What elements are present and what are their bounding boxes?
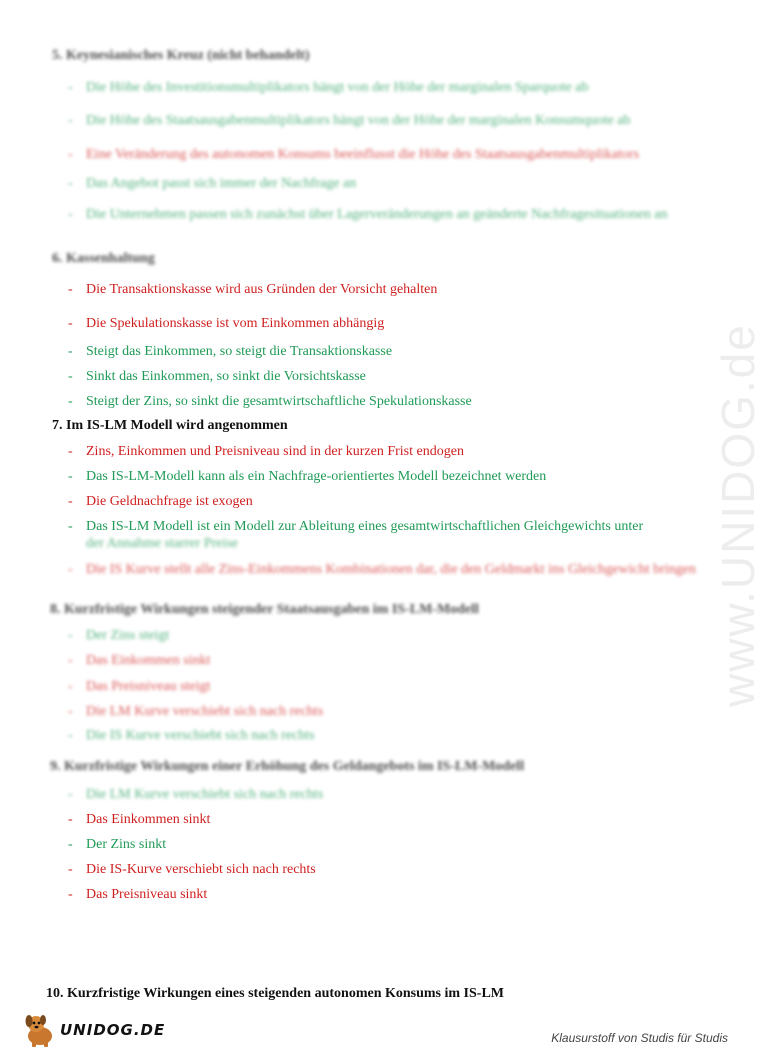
section-7-item: - Zins, Einkommen und Preisniveau sind in der kurzen Frist endogen	[68, 443, 726, 460]
section-7-item-continuation: der Annahme starrer Preise	[86, 536, 238, 551]
section-6-item: - Die Transaktionskasse wird aus Gründen der Vorsicht gehalten	[68, 281, 726, 298]
section-7-item: - Das IS-LM Modell ist ein Modell zur Ableitung eines gesamtwirtschaftlichen Gleichgewichts unter	[68, 518, 726, 535]
section-5-item: - Die Höhe des Investitionsmultiplikators hängt von der Höhe der marginalen Sparquote ab	[68, 79, 726, 96]
section-6-item: - Steigt das Einkommen, so steigt die Transaktionskasse	[68, 343, 726, 360]
section-5-item: - Das Angebot passt sich immer der Nachfrage an	[68, 175, 726, 192]
section-6-item: - Sinkt das Einkommen, so sinkt die Vorsichtskasse	[68, 368, 726, 385]
section-5-item: - Eine Veränderung des autonomen Konsums beeinflusst die Höhe des Staatsausgabenmultiplikators	[68, 146, 726, 163]
unidog-logo	[22, 1012, 166, 1048]
section-8-item: - Das Preisniveau steigt	[68, 678, 726, 695]
section-7-item: - Die IS Kurve stellt alle Zins-Einkommens Kombinationen dar, die den Geldmarkt ins Gleichgewicht bringen	[68, 561, 726, 579]
section-9-item: - Die LM Kurve verschiebt sich nach rechts	[68, 786, 726, 803]
section-9-item: - Die IS-Kurve verschiebt sich nach rechts	[68, 861, 726, 878]
section-5-heading: 5. Keynesianisches Kreuz (nicht behandelt)	[52, 48, 310, 63]
dog-mascot-icon	[22, 1012, 60, 1048]
section-9-item: - Das Einkommen sinkt	[68, 811, 726, 828]
section-5-item: - Die Unternehmen passen sich zunächst über Lagerveränderungen an geänderte Nachfragesituationen an	[68, 205, 726, 224]
section-8-item: - Das Einkommen sinkt	[68, 652, 726, 669]
section-6-heading: 6. Kassenhaltung	[52, 251, 155, 266]
section-10-heading: 10. Kurzfristige Wirkungen eines steigenden autonomen Konsums im IS-LM	[46, 986, 505, 1001]
logo-text: UNIDOG.DE	[60, 1021, 166, 1039]
section-8-heading: 8. Kurzfristige Wirkungen steigender Staatsausgaben im IS-LM-Modell	[50, 602, 479, 617]
section-9-item: - Der Zins sinkt	[68, 836, 726, 853]
section-7-heading: 7. Im IS-LM Modell wird angenommen	[52, 418, 288, 433]
section-5-item: - Die Höhe des Staatsausgabenmultiplikators hängt von der Höhe der marginalen Konsumquote ab	[68, 112, 726, 129]
section-9-item: - Das Preisniveau sinkt	[68, 886, 726, 903]
section-9-heading: 9. Kurzfristige Wirkungen einer Erhöhung des Geldangebots im IS-LM-Modell	[50, 759, 525, 774]
footer-tagline: Klausurstoff von Studis für Studis	[551, 1031, 728, 1045]
watermark: www.UNIDOG.de	[712, 323, 764, 707]
section-8-item: - Die LM Kurve verschiebt sich nach rechts	[68, 703, 726, 720]
section-6-item: - Die Spekulationskasse ist vom Einkommen abhängig	[68, 315, 726, 332]
section-7-item: - Das IS-LM-Modell kann als ein Nachfrage-orientiertes Modell bezeichnet werden	[68, 468, 726, 485]
section-8-item: - Der Zins steigt	[68, 627, 726, 644]
section-6-item: - Steigt der Zins, so sinkt die gesamtwirtschaftliche Spekulationskasse	[68, 393, 726, 410]
section-7-item: - Die Geldnachfrage ist exogen	[68, 493, 726, 510]
section-8-item: - Die IS Kurve verschiebt sich nach rechts	[68, 727, 726, 744]
